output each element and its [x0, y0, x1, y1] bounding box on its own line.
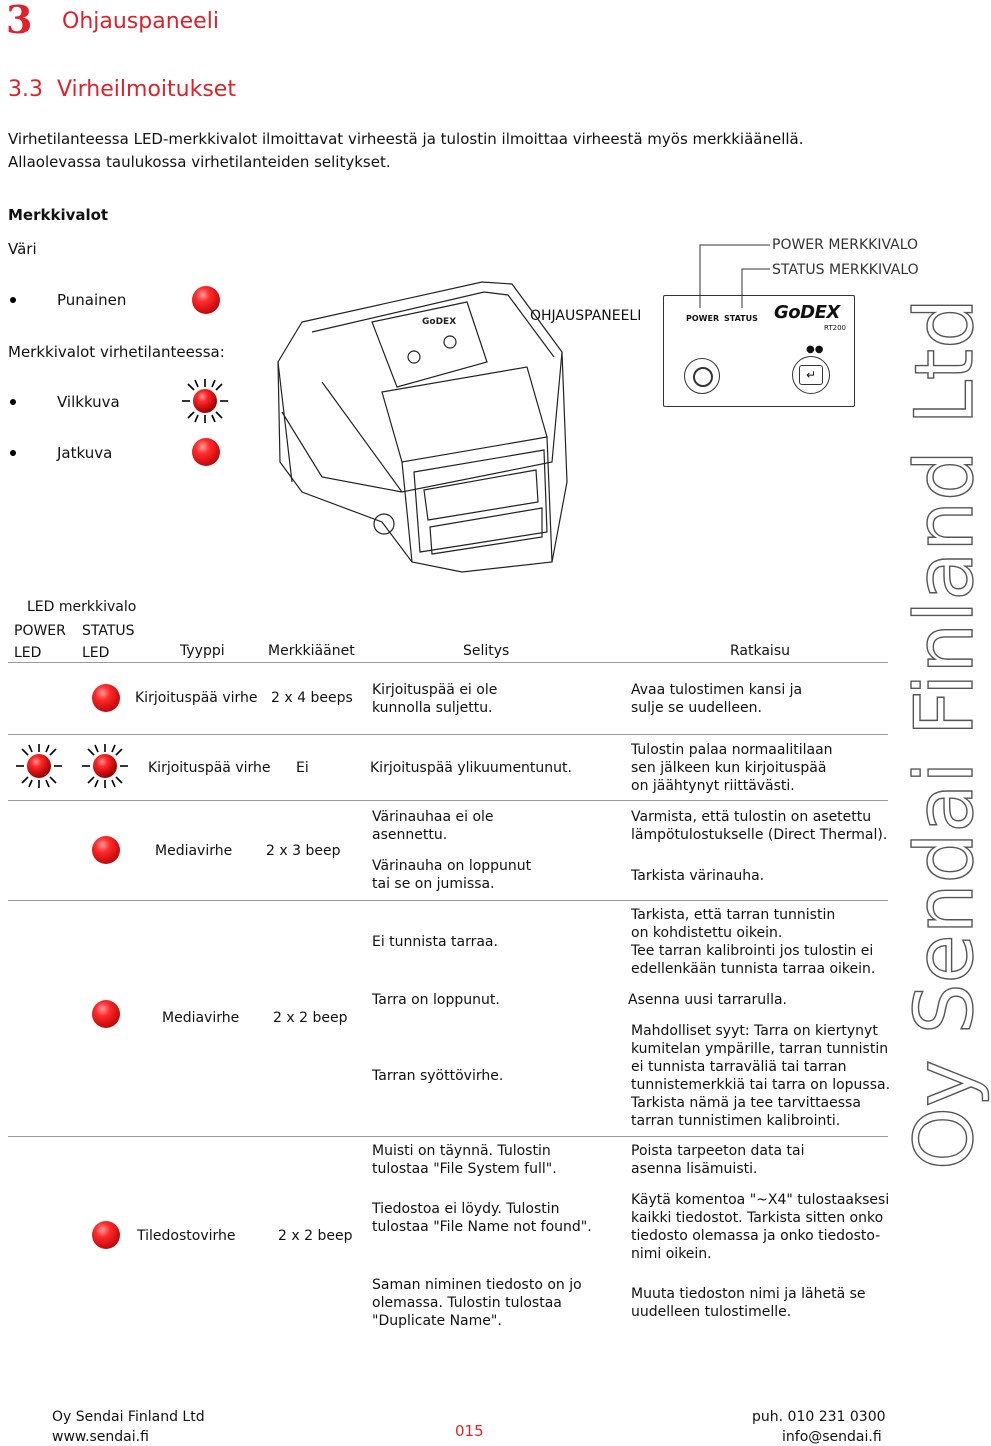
- status-led-callout: STATUS MERKKIVALO: [772, 262, 919, 278]
- power-icon: [693, 367, 713, 387]
- footer-web-link[interactable]: www.sendai.fi: [52, 1429, 149, 1445]
- table-row-solution: Tarkista värinauha.: [631, 868, 765, 884]
- table-row-solution: Mahdolliset syyt: Tarra on kiertynyt kumitelan ympärille, tarran tunnistin ei tunnista tarraväliä tai tarran tunnistemerkkiä tai tarra on lopussa. Tarkista nämä ja tee tarvittaessa tarran tunnistimen kalibrointi.: [631, 1023, 891, 1129]
- table-row-type: Kirjoituspää virhe: [148, 760, 271, 776]
- table-row-description: Saman niminen tiedosto on jo olemassa. Tulostin tulostaa "Duplicate Name".: [372, 1277, 582, 1329]
- legend-red-label: Punainen: [57, 291, 127, 309]
- blinking-led-icon: [180, 378, 230, 424]
- table-row-solution: Asenna uusi tarrarulla.: [628, 992, 787, 1008]
- table-row-solution: Muuta tiedoston nimi ja lähetä se uudelleen tulostimelle.: [631, 1286, 866, 1320]
- chapter-title: Ohjauspaneeli: [62, 9, 219, 34]
- divider: [8, 800, 888, 801]
- table-row-solution: Tulostin palaa normaalitilaan sen jälkeen kun kirjoituspää on jäähtynyt riittävästi.: [631, 742, 833, 794]
- table-row-description: Tarra on loppunut.: [372, 992, 500, 1008]
- panel-callout: OHJAUSPANEELI: [530, 308, 642, 324]
- chapter-number: 3: [6, 0, 33, 42]
- page-number: 015: [455, 1422, 484, 1440]
- brand-logo: GoDEX: [774, 302, 840, 323]
- legend-blink-label: Vilkkuva: [57, 393, 120, 411]
- table-row-beeps: 2 x 4 beeps: [271, 690, 353, 706]
- table-row-solution: Poista tarpeeton data tai asenna lisämuisti.: [631, 1143, 805, 1177]
- status-led-column: STATUS LED: [82, 623, 135, 661]
- legend-steady-label: Jatkuva: [57, 444, 113, 462]
- table-row-description: Kirjoituspää ylikuumentunut.: [370, 760, 572, 776]
- panel-power-label: POWER: [686, 314, 720, 323]
- legend-heading: Merkkivalot: [8, 206, 109, 224]
- table-row-beeps: 2 x 2 beep: [278, 1228, 353, 1244]
- solution-column: Ratkaisu: [730, 643, 790, 659]
- blinking-power-led-icon: [14, 743, 64, 789]
- table-row-description: Kirjoituspää ei ole kunnolla suljettu.: [372, 682, 498, 716]
- red-led-icon: [192, 286, 220, 314]
- divider: [8, 662, 888, 663]
- model-label: RT200: [824, 324, 846, 332]
- table-row-type: Tiledostovirhe: [137, 1228, 236, 1244]
- table-row-description: Värinauhaa ei ole asennettu.: [372, 809, 494, 843]
- section-title: 3.3 Virheilmoitukset: [8, 77, 236, 102]
- control-panel-detail: [663, 295, 855, 407]
- description-column: Selitys: [463, 643, 510, 659]
- table-row-solution: Käytä komentoa "~X4" tulostaaksesi kaikki tiedostot. Tarkista sitten onko tiedosto olemassa ja onko tiedosto- nimi oikein.: [631, 1192, 890, 1262]
- watermark: Oy Sendai Finland Ltd: [898, 298, 991, 1170]
- enter-icon: ↵: [799, 365, 823, 385]
- red-led-icon: [92, 1000, 120, 1028]
- table-row-beeps: 2 x 3 beep: [266, 843, 341, 859]
- table-row-type: Mediavirhe: [155, 843, 233, 859]
- table-row-description: Tarran syöttövirhe.: [372, 1068, 504, 1084]
- table-row-type: Kirjoituspää virhe: [135, 690, 258, 706]
- panel-status-label: STATUS: [724, 314, 758, 323]
- power-led-column: POWER LED: [14, 623, 66, 661]
- red-led-icon: [92, 1221, 120, 1249]
- legend-states-label: Merkkivalot virhetilanteessa:: [8, 343, 225, 361]
- feed-indicator-icon: ●●: [806, 344, 824, 355]
- table-row-description: Tiedostoa ei löydy. Tulostin tulostaa "File Name not found".: [372, 1201, 592, 1235]
- beeps-column: Merkkiäänet: [268, 643, 355, 659]
- table-row-solution: Tarkista, että tarran tunnistin on kohdistettu oikein. Tee tarran kalibrointi jos tulostin ei edellenkään tunnista tarraa oikein.: [631, 907, 876, 977]
- divider: [8, 734, 888, 735]
- footer-company: Oy Sendai Finland Ltd: [52, 1409, 205, 1425]
- red-led-icon: [192, 438, 220, 466]
- legend-color-label: Väri: [8, 240, 37, 258]
- divider: [8, 1136, 888, 1137]
- type-column: Tyyppi: [180, 643, 225, 659]
- bullet-icon: [10, 450, 16, 456]
- table-row-solution: Avaa tulostimen kansi ja sulje se uudelleen.: [631, 682, 803, 716]
- svg-text:GoDEX: GoDEX: [422, 317, 457, 327]
- power-button[interactable]: [684, 358, 720, 394]
- divider: [8, 900, 888, 901]
- table-row-beeps: Ei: [296, 760, 309, 776]
- bullet-icon: [10, 297, 16, 303]
- table-row-description: Muisti on täynnä. Tulostin tulostaa "File System full".: [372, 1143, 557, 1177]
- red-led-icon: [92, 836, 120, 864]
- bullet-icon: [10, 399, 16, 405]
- blinking-status-led-icon: [80, 743, 130, 789]
- footer-phone: puh. 010 231 0300: [752, 1409, 886, 1425]
- intro-line-1: Virhetilanteessa LED-merkkivalot ilmoittavat virheestä ja tulostin ilmoittaa virheestä myös merkkiäänellä.: [8, 130, 804, 148]
- table-row-description: Ei tunnista tarraa.: [372, 934, 498, 950]
- intro-line-2: Allaolevassa taulukossa virhetilanteiden selitykset.: [8, 153, 391, 171]
- footer-email-link[interactable]: info@sendai.fi: [782, 1429, 882, 1445]
- feed-button[interactable]: [792, 356, 830, 394]
- table-row-solution: Varmista, että tulostin on asetettu lämpötulostukselle (Direct Thermal).: [631, 809, 888, 843]
- red-led-icon: [92, 684, 120, 712]
- table-row-description: Värinauha on loppunut tai se on jumissa.: [372, 858, 532, 892]
- table-row-beeps: 2 x 2 beep: [273, 1010, 348, 1026]
- table-row-type: Mediavirhe: [162, 1010, 240, 1026]
- power-led-callout: POWER MERKKIVALO: [772, 237, 919, 253]
- led-column-title: LED merkkivalo: [27, 599, 137, 615]
